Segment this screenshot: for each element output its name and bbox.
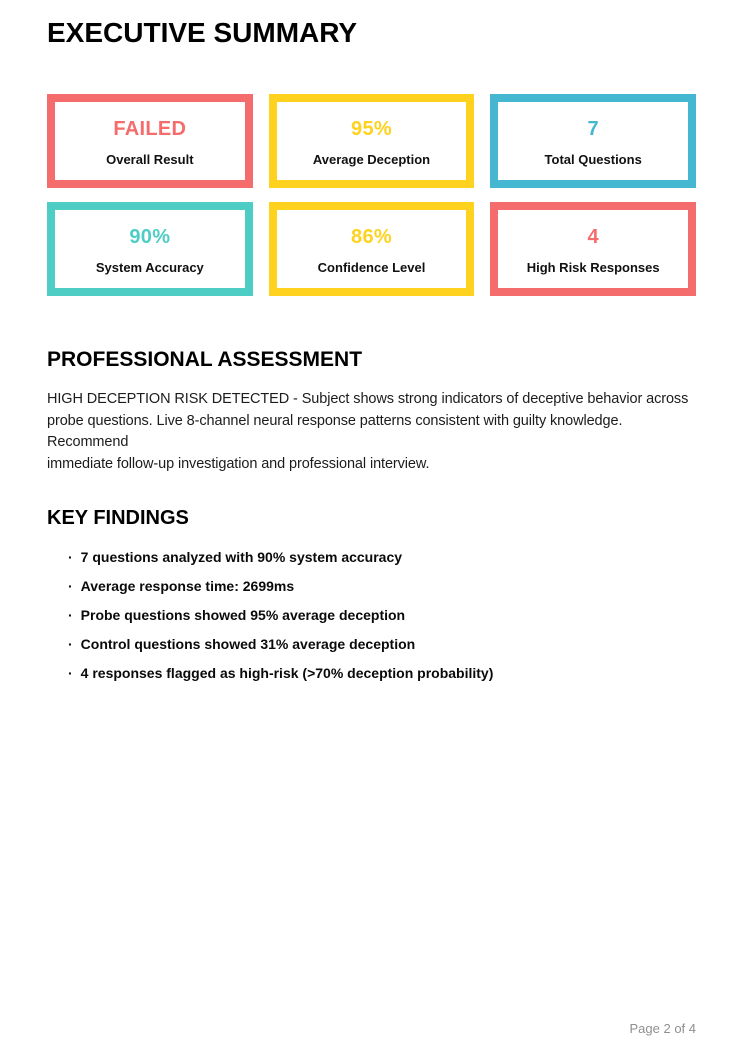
stat-value: 7 [587,117,599,140]
report-content [0,18,743,682]
finding-text: Average response time: 2699ms [80,578,295,594]
finding-text: Probe questions showed 95% average deception [80,607,406,623]
finding-text: Control questions showed 31% average deception [80,636,416,652]
stat-value: FAILED [113,117,187,140]
finding-item [68,578,696,595]
report-page [0,18,743,1062]
stat-card-confidence-level [269,202,475,296]
bullet-icon [68,607,73,624]
findings-list [47,549,696,682]
bullet-icon [68,578,73,595]
stat-label: Total Questions [544,151,642,167]
finding-item [68,636,696,653]
bullet-icon [68,665,73,682]
stats-grid [47,94,696,296]
finding-text: 7 questions analyzed with 90% system accuracy [80,549,403,565]
finding-item [68,665,696,682]
section-heading-professional-assessment: PROFESSIONAL ASSESSMENT [47,348,363,371]
stat-card-average-deception [269,94,475,188]
stat-label: Average Deception [312,151,431,167]
stat-card-system-accuracy [47,202,253,296]
stat-label: System Accuracy [95,259,204,275]
page-number: Page 2 of 4 [629,1021,696,1036]
stat-value: 90% [129,225,171,248]
page-title: EXECUTIVE SUMMARY [47,17,358,48]
assessment-line: immediate follow-up investigation and professional interview. [47,455,430,472]
stat-card-overall-result [47,94,253,188]
stat-card-high-risk-responses [490,202,696,296]
stat-value: 4 [587,225,599,248]
assessment-text [47,389,696,475]
stat-label: Overall Result [106,151,194,167]
bullet-icon [68,636,73,653]
stat-label: Confidence Level [317,259,426,275]
bullet-icon [68,549,73,566]
section-heading-key-findings: KEY FINDINGS [47,507,189,529]
stat-value: 86% [351,225,392,248]
assessment-line: HIGH DECEPTION RISK DETECTED - Subject shows strong indicators of deceptive behavior across [47,391,689,407]
finding-text: 4 responses flagged as high-risk (>70% deception probability) [80,665,494,681]
finding-item [68,607,696,624]
assessment-line: probe questions. Live 8-channel neural response patterns consistent with guilty knowledge. Recommend [47,412,623,450]
finding-item [68,549,696,566]
stat-label: High Risk Responses [526,259,660,275]
stat-card-total-questions [490,94,696,188]
stat-value: 95% [351,117,392,140]
